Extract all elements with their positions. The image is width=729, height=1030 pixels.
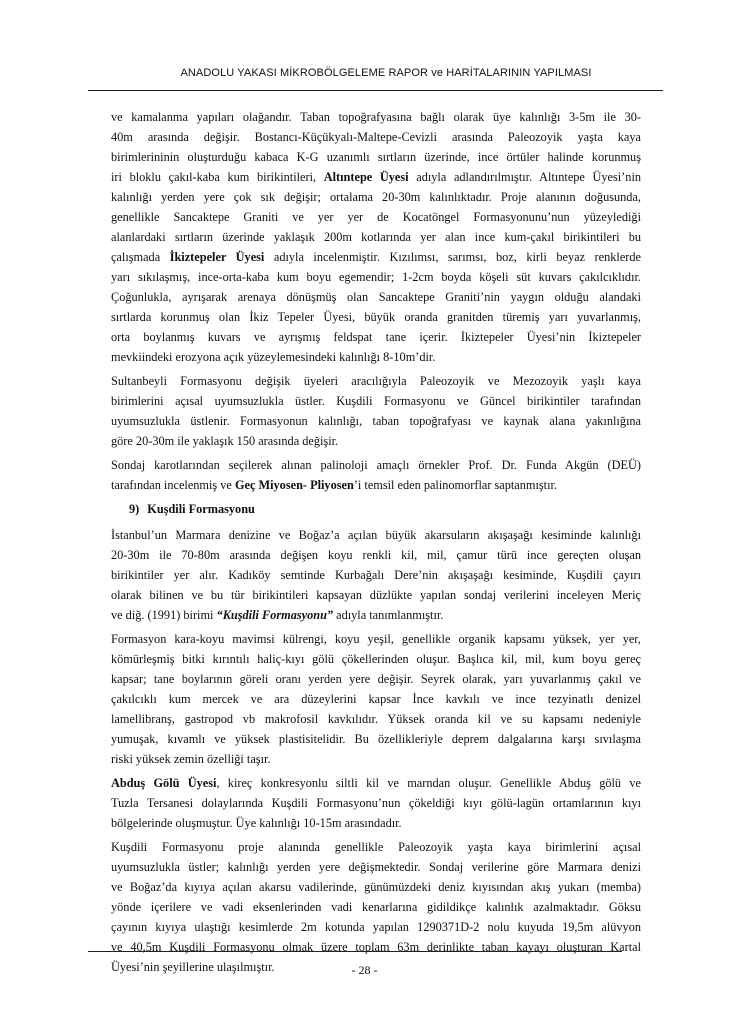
text-line: lamellibranş, gastropod vb makrofosil kavkılıdır. Yüksek oranda kil ve su kapsamı nedeniyle — [111, 712, 641, 726]
text-line: riski yüksek zemin özelliği taşır. — [111, 752, 271, 766]
text-line: olarak bilinen ve bu tür birikintileri kapsayan düzlükte yapılan sondaj verilerini inceleyen Meriç — [111, 588, 641, 602]
text-line: 40m arasında değişir. Bostancı-Küçükyalı-Maltepe-Cevizli arasında Paleozoyik yaşta kaya — [111, 130, 641, 144]
paragraph-3 — [111, 455, 641, 495]
text-line — [111, 167, 641, 187]
running-header: ANADOLU YAKASI MİKROBÖLGELEME RAPOR ve HARİTALARININ YAPILMASI — [180, 67, 592, 79]
text-line: sırtlarda korunmuş olan İkiz Tepeler Üyesi, büyük oranda granitden türemiş yarı yuvarlanmış, — [111, 310, 641, 324]
paragraph-7 — [111, 837, 641, 977]
text-line: çakılcıklı kum mercek ve ara düzeylerini kapsar İnce kavkılı ve ince tezyinatlı denizel — [111, 692, 641, 706]
header-rule — [88, 90, 663, 91]
text-line: çayının kıyıya ulaştığı kesimlerde 2m kotunda yapılan 1290371D-2 nolu kuyuda 19,5m alüvyon — [111, 920, 641, 934]
text-fragment: çalışmada — [111, 250, 161, 264]
text-line: orta boylanmış kuvars ve ayrışmış feldspat tane içerir. İkiztepeler Üyesi’nin İkiztepeler — [111, 330, 641, 344]
text-line: ve Boğaz’da kıyıya açılan akarsu vadilerinde, günümüzdeki deniz kıyısından akış yukarı (memba) — [111, 880, 641, 894]
text-line: birimlerini açısal uyumsuzlukla üstler. Kuşdili Formasyonu ve Güncel birikintiler tarafından — [111, 394, 641, 408]
document-body — [111, 107, 641, 981]
text-line: kömürleşmiş bitki kırıntılı haliç-kıyı gölü çökellerinden oluşur. Başlıca kil, mil, kum boyu gereç — [111, 652, 641, 666]
text-line: yönde içerilere ve vadi eksenlerinden vadi kenarlarına gidildikçe kalınlık azalmaktadır. Göksu — [111, 900, 641, 914]
text-line: Üyesi’nin şeyillerine ulaşılmıştır. — [111, 960, 275, 974]
text-line: ve 40,5m Kuşdili Formasyonu olmak üzere toplam 63m derinlikte taban kayayı oluşturan Kartal — [111, 940, 641, 954]
text-line: Sultanbeyli Formasyonu değişik üyeleri aracılığıyla Paleozoyik ve Mezozoyik yaşlı kaya — [111, 374, 641, 388]
term-kusdili: “Kuşdili Formasyonu” — [216, 608, 334, 622]
text-line: mevkiindeki erozyona açık yüzeylemesindeki kalınlığı 8-10m’dir. — [111, 350, 436, 364]
text-line: bölgelerinde oluşmuştur. Üye kalınlığı 10-15m arasındadır. — [111, 816, 402, 830]
text-line: yumuşak, kıvamlı ve yüksek plastisitelidir. Bu özellikleriyle deprem dalgalarına karşı sıvılaşma — [111, 732, 641, 746]
paragraph-2 — [111, 371, 641, 451]
text-line: birimlerininin oluşturduğu kabaca K-G uzanımlı sırtların üzerinde, ince örtüler halinde korunmuş — [111, 150, 641, 164]
text-line: İstanbul’un Marmara denizine ve Boğaz’a açılan büyük akarsuların akışaşağı kesiminde kalınlığı — [111, 528, 641, 542]
paragraph-6 — [111, 773, 641, 833]
paragraph-5 — [111, 629, 641, 769]
text-line — [111, 773, 641, 793]
term-abdus-golu: Abduş Gölü Üyesi — [111, 776, 217, 790]
text-line: kapsar; tane boylarının göreli oranı yerden yere değişir. Seyrek olarak, yarı yuvarlanmış çakıl ve — [111, 672, 641, 686]
text-line: Kuşdili Formasyonu proje alanında genellikle Paleozoyik yaşta kaya birimlerini açısal — [111, 840, 641, 854]
text-line: genellikle Sancaktepe Graniti ve yer yer de Kocatöngel Formasyonunu’nun yüzeylediği — [111, 210, 641, 224]
paragraph-4 — [111, 525, 641, 625]
text-fragment: adıyla adlandırılmıştır. Altıntepe Üyesi’nin — [416, 170, 642, 184]
term-altintepe: Altıntepe Üyesi — [323, 170, 409, 184]
paragraph-1 — [111, 107, 641, 367]
text-line: alanlardaki sırtların üzerinde yaklaşık 200m kotlarında yer alan ince kum-çakıl birikintileri bu — [111, 230, 641, 244]
section-heading — [129, 499, 641, 519]
text-line — [111, 605, 641, 625]
text-line: Çoğunlukla, ayrışarak arenaya dönüşmüş olan Sancaktepe Graniti’nin yaygın olduğu alandaki — [111, 290, 641, 304]
text-line: ve kamalanma yapıları olağandır. Taban topoğrafyasına bağlı olarak üye kalınlığı 3-5m ile 30- — [111, 110, 641, 124]
text-fragment: ve diğ. (1991) birimi — [111, 608, 214, 622]
section-number: 9) — [129, 502, 140, 516]
text-line: yarı sıkılaşmış, ince-orta-kaba kum boyu egemendir; 1-2cm boyda köşeli süt kuvars çakılcıklıdır. — [111, 270, 641, 284]
text-line: kalınlığı yerden yere çok sık değişir; ortalama 20-30m kalınlıktadır. Proje alanının doğusunda, — [111, 190, 641, 204]
text-fragment: tarafından incelenmiş ve — [111, 478, 232, 492]
term-gec-miyosen: Geç Miyosen- Pliyosen — [234, 478, 354, 492]
text-fragment: , kireç konkresyonlu siltli kil ve marndan oluşur. Genellikle Abduş gölü ve — [216, 776, 641, 790]
footer-rule — [88, 951, 622, 952]
text-line — [111, 247, 641, 267]
text-fragment: adıyla incelenmiştir. Kızılımsı, sarımsı, boz, kirli beyaz renklerde — [273, 250, 641, 264]
text-line: Tuzla Tersanesi dolaylarında Kuşdili Formasyonu’nun çökeldiği kıyı gölü-lagün ortamlarının kıyı — [111, 796, 641, 810]
text-line — [111, 475, 641, 495]
text-line: göre 20-30m ile yaklaşık 150 arasında değişir. — [111, 434, 339, 448]
text-line: Formasyon kara-koyu mavimsi külrengi, koyu yeşil, genellikle organik kapsamı yüksek, yer yer, — [111, 632, 641, 646]
text-line: uyumsuzlukla üstlenir. Formasyonun kalınlığı, taban topoğrafyası ve kaynak alana yakınlığına — [111, 414, 641, 428]
page-number: - 28 - — [351, 963, 378, 977]
text-line: 20-30m ile 70-80m arasında değişen koyu renkli kil, mil, çamur türü ince gereçten oluşan — [111, 548, 641, 562]
text-line: uyumsuzlukla üstler; kalınlığı yerden yere değişmektedir. Sondaj verilerine göre Marmara denizi — [111, 860, 641, 874]
text-line: birikintiler yer alır. Kadıköy semtinde Kurbağalı Dere’nin akışaşağı kesiminde, Kuşdili çayırı — [111, 568, 641, 582]
section-title: Kuşdili Formasyonu — [147, 502, 255, 516]
term-ikiztepeler: İkiztepeler Üyesi — [169, 250, 265, 264]
text-fragment: iri bloklu çakıl-kaba kum birikintileri, — [111, 170, 317, 184]
text-line: Sondaj karotlarından seçilerek alınan palinoloji amaçlı örnekler Prof. Dr. Funda Akgün (DEÜ) — [111, 458, 641, 472]
text-fragment: ’i temsil eden palinomorflar saptanmıştır. — [353, 478, 558, 492]
text-fragment: adıyla tanımlanmıştır. — [336, 608, 444, 622]
